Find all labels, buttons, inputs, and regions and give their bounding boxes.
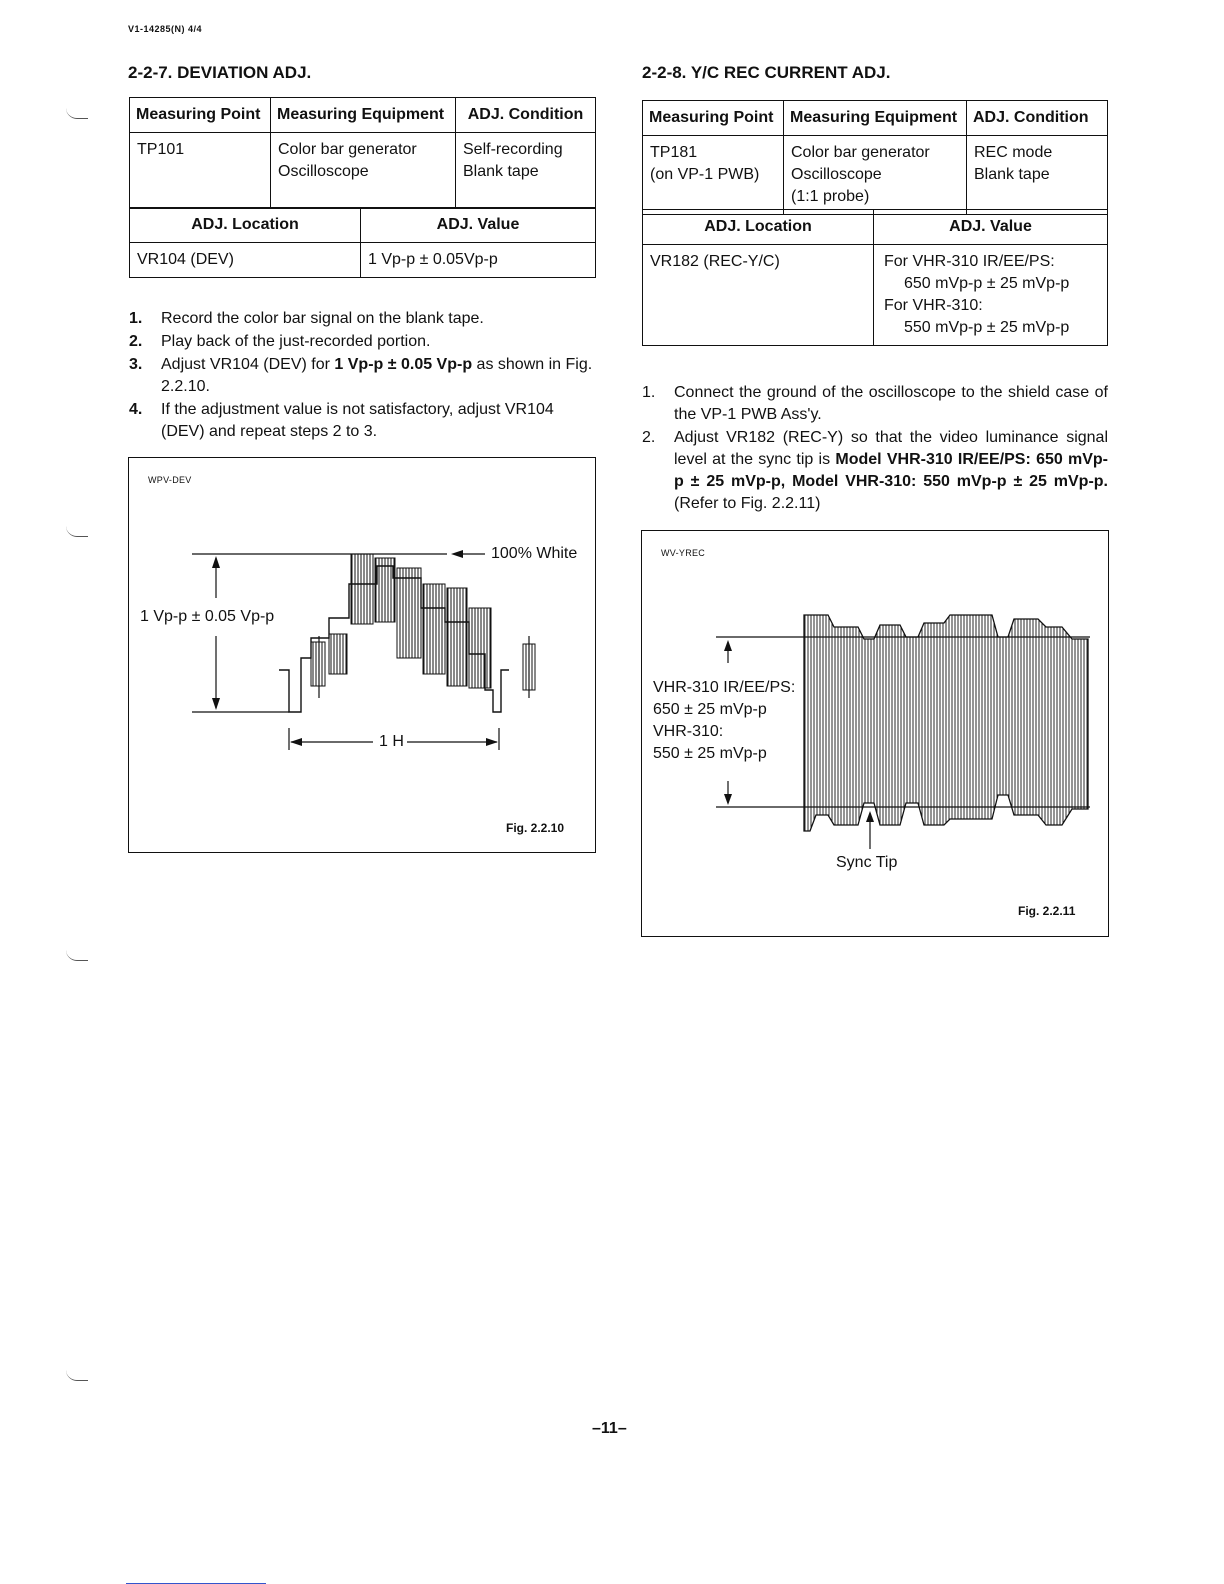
amplitude-label: 1 Vp-p ± 0.05 Vp-p bbox=[140, 608, 275, 625]
figure-tag: WPV-DEV bbox=[148, 475, 192, 485]
cell-adj-value: For VHR-310 IR/EE/PS: 650 mVp-p ± 25 mVp-p For VHR-310: 550 mVp-p ± 25 mVp-p bbox=[874, 245, 1108, 346]
header-measuring-equipment: Measuring Equipment bbox=[271, 98, 456, 133]
list-item: 2. Adjust VR182 (REC-Y) so that the video luminance signal level at the sync tip is Model VHR-310 IR/EE/PS: 650 mVp-p ± 25 mVp-p, Model VHR-310: 550 mVp-p ± 25 mVp-p. (Refer to Fig. 2.2.11) bbox=[642, 429, 1109, 512]
deviation-adj-table bbox=[129, 207, 596, 278]
figure-tag: WV-YREC bbox=[661, 548, 706, 558]
list-item: 2. Play back of the just-recorded portion. bbox=[129, 333, 431, 350]
list-item: 1. Connect the ground of the oscilloscope to the shield case of the VP-1 PWB Ass'y. bbox=[642, 384, 1108, 423]
margin-mark bbox=[66, 526, 88, 537]
header-adj-value: ADJ. Value bbox=[874, 210, 1108, 245]
margin-mark bbox=[66, 108, 88, 119]
header-adj-value: ADJ. Value bbox=[361, 208, 596, 243]
figure-caption: Fig. 2.2.11 bbox=[1018, 904, 1076, 918]
cell-adj-location: VR182 (REC-Y/C) bbox=[643, 245, 874, 346]
cell-adj-condition: Self-recording Blank tape bbox=[456, 133, 596, 209]
margin-mark bbox=[66, 950, 88, 961]
cell-adj-condition: REC mode Blank tape bbox=[967, 136, 1108, 215]
figure-2-2-11 bbox=[641, 530, 1109, 937]
document-reference: V1-14285(N) 4/4 bbox=[128, 24, 203, 34]
deviation-steps bbox=[129, 308, 595, 444]
figure-caption: Fig. 2.2.10 bbox=[506, 821, 565, 835]
page-number: –11– bbox=[592, 1420, 627, 1437]
deviation-waveform bbox=[129, 458, 595, 852]
cell-adj-location: VR104 (DEV) bbox=[130, 243, 361, 278]
header-measuring-equipment: Measuring Equipment bbox=[784, 101, 967, 136]
list-item: 1. Record the color bar signal on the blank tape. bbox=[129, 310, 484, 327]
header-adj-condition: ADJ. Condition bbox=[967, 101, 1108, 136]
sync-tip-label: Sync Tip bbox=[836, 854, 898, 871]
section-title-yc-rec-current: 2-2-8. Y/C REC CURRENT ADJ. bbox=[642, 63, 891, 82]
header-adj-condition: ADJ. Condition bbox=[456, 98, 596, 133]
list-item: 3. Adjust VR104 (DEV) for 1 Vp-p ± 0.05 Vp-p as shown in Fig. 2.2.10. bbox=[129, 356, 593, 395]
cell-measuring-equipment: Color bar generator Oscilloscope bbox=[271, 133, 456, 209]
section-title-deviation: 2-2-7. DEVIATION ADJ. bbox=[128, 63, 312, 82]
white-level-label: 100% White bbox=[491, 545, 578, 562]
cell-adj-value: 1 Vp-p ± 0.05Vp-p bbox=[361, 243, 596, 278]
figure-2-2-10 bbox=[128, 457, 596, 853]
cell-measuring-point: TP181 (on VP-1 PWB) bbox=[643, 136, 784, 215]
yc-rec-steps bbox=[642, 382, 1108, 516]
header-measuring-point: Measuring Point bbox=[643, 101, 784, 136]
header-measuring-point: Measuring Point bbox=[130, 98, 271, 133]
list-item: 4. If the adjustment value is not satisfactory, adjust VR104 (DEV) and repeat steps 2 to 3. bbox=[129, 401, 554, 440]
level-label: VHR-310 IR/EE/PS: 650 ± 25 mVp-p VHR-310: 550 ± 25 mVp-p bbox=[653, 679, 796, 762]
deviation-spec-table bbox=[129, 97, 596, 209]
cell-measuring-equipment: Color bar generator Oscilloscope (1:1 probe) bbox=[784, 136, 967, 215]
cell-measuring-point: TP101 bbox=[130, 133, 271, 209]
header-adj-location: ADJ. Location bbox=[130, 208, 361, 243]
yc-rec-adj-table bbox=[642, 209, 1108, 346]
margin-mark bbox=[66, 1370, 88, 1381]
one-h-label: 1 H bbox=[379, 733, 404, 750]
yc-rec-spec-table bbox=[642, 100, 1108, 215]
header-adj-location: ADJ. Location bbox=[643, 210, 874, 245]
